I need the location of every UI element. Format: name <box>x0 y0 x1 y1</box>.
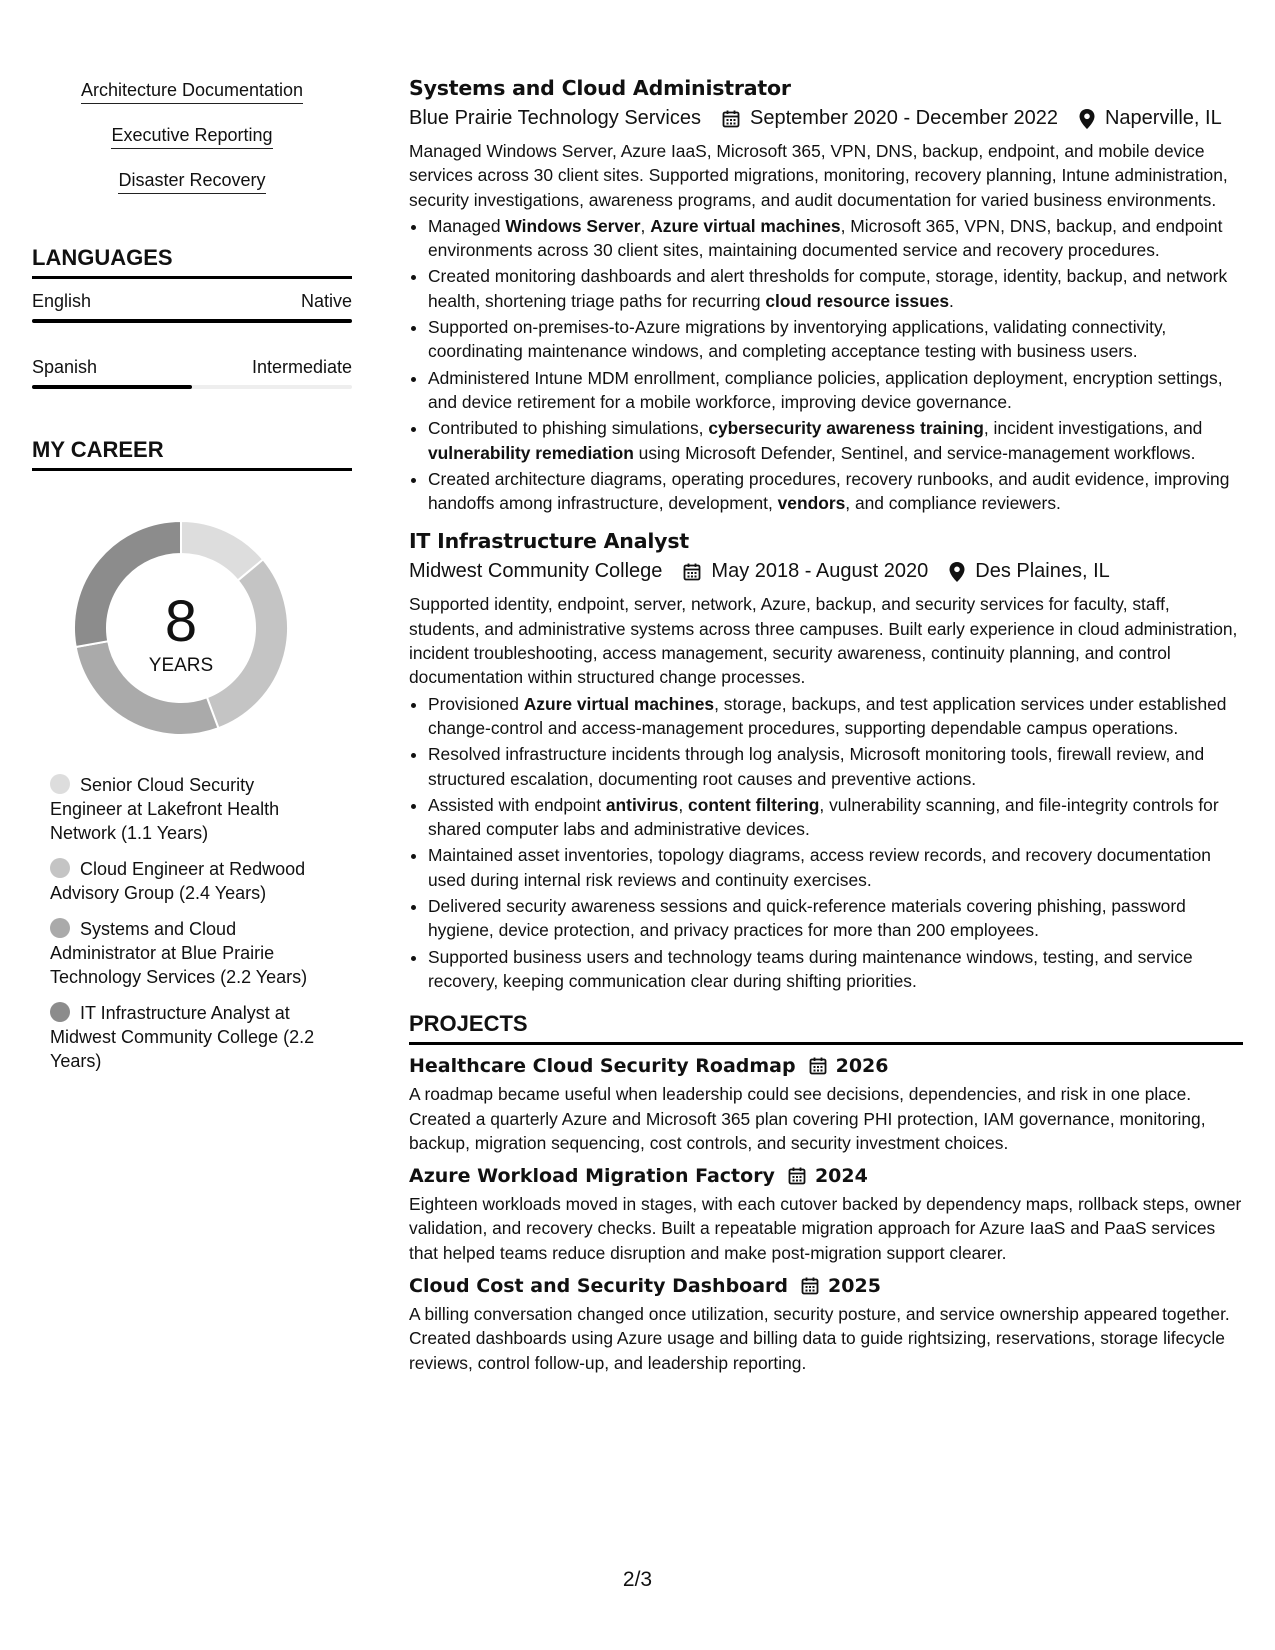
projects-heading: PROJECTS <box>409 1011 1243 1045</box>
job-location: Des Plaines, IL <box>975 560 1110 583</box>
career-section <box>32 437 352 1073</box>
keyword: vulnerability remediation <box>428 442 634 463</box>
bullet-text: Maintained asset inventories, topology diagrams, access review records, and recovery documentation used during internal risk reviews and continuity exercises. <box>428 845 1211 890</box>
page-number: 2/3 <box>622 1568 653 1591</box>
bullet-text: , Microsoft 365, VPN, DNS, backup, and endpoint environments across 30 client sites, maintaining documented service and recovery procedures. <box>428 215 1223 261</box>
project-year: 2024 <box>814 1165 868 1188</box>
language-proficiency-fill <box>32 385 192 389</box>
language-level: Native <box>300 291 352 311</box>
job-dates: September 2020 - December 2022 <box>750 107 1058 129</box>
project-header <box>409 1165 1243 1187</box>
career-years-label: YEARS <box>148 655 214 676</box>
bullet-text: using Microsoft Defender, Sentinel, and service-management workflows. <box>633 442 1196 463</box>
job-company: Blue Prairie Technology Services <box>409 107 702 129</box>
legend-dot <box>50 774 70 794</box>
bullet-text: Managed <box>428 215 506 236</box>
experience-list <box>409 76 1243 993</box>
bullet-text: , storage, backups, and test application services under established change-control and access-management procedures, supporting dependable campus operations. <box>428 693 1227 738</box>
job-bullets <box>409 692 1243 994</box>
job-bullet <box>428 416 1243 465</box>
language-item <box>32 291 352 323</box>
bullet-text: Contributed to phishing simulations, <box>428 418 709 439</box>
bullet-text: , <box>640 215 651 236</box>
job-bullet <box>428 742 1243 791</box>
job-meta <box>409 107 1243 130</box>
project-header <box>409 1055 1243 1077</box>
language-proficiency-bar <box>32 385 352 389</box>
career-legend-item <box>50 1001 320 1073</box>
job-bullet <box>428 692 1243 741</box>
location-pin-icon <box>1078 108 1096 130</box>
bullet-text: Assisted with endpoint <box>428 794 606 815</box>
calendar-icon <box>682 562 702 582</box>
project-entry <box>409 1165 1243 1265</box>
bullet-text: . <box>949 290 954 311</box>
project-year: 2026 <box>835 1055 889 1078</box>
location-pin-icon <box>948 561 966 583</box>
career-legend-item <box>50 917 320 989</box>
project-name: Cloud Cost and Security Dashboard <box>409 1274 789 1297</box>
project-entry <box>409 1275 1243 1375</box>
job-bullet <box>428 366 1243 415</box>
keyword: antivirus <box>605 794 679 815</box>
job-entry <box>409 529 1243 993</box>
job-bullet <box>428 264 1243 313</box>
career-legend-item <box>50 857 320 905</box>
job-bullet <box>428 945 1243 994</box>
legend-label: Senior Cloud Security Engineer at Lakefront Health Network (1.1 Years) <box>50 775 280 843</box>
bullet-text: , and compliance reviewers. <box>845 493 1061 514</box>
skill-tag: Architecture Documentation <box>81 80 303 104</box>
job-title: IT Infrastructure Analyst <box>409 529 689 554</box>
language-name: Spanish <box>32 357 98 377</box>
skill-tag: Executive Reporting <box>111 125 272 149</box>
calendar-icon <box>787 1166 807 1186</box>
job-entry <box>409 76 1243 515</box>
project-description: A roadmap became useful when leadership could see decisions, dependencies, and risk in one place. Created a quarterly Azure and Microsoft 365 plan covering PHI protection, IAM governance, monitoring, backup, migration sequencing, cost controls, and security investment choices. <box>409 1084 1206 1153</box>
keyword: content filtering <box>688 794 820 815</box>
project-header <box>409 1275 1243 1297</box>
career-legend-item <box>50 773 320 845</box>
languages-heading: LANGUAGES <box>32 245 352 279</box>
languages-section <box>32 245 352 389</box>
job-summary: Supported identity, endpoint, server, network, Azure, backup, and security services for faculty, staff, students, and administrative systems across three campuses. Built early experience in cloud administration, incident troubleshooting, access management, security awareness, continuity planning, and control documentation within structured change processes. <box>409 594 1238 688</box>
job-company: Midwest Community College <box>409 560 663 583</box>
job-bullet <box>428 315 1243 364</box>
bullet-text: Provisioned <box>428 693 524 714</box>
job-bullets <box>409 214 1243 516</box>
project-year: 2025 <box>828 1274 881 1297</box>
career-donut-chart <box>66 513 296 743</box>
job-bullet <box>428 793 1243 842</box>
bullet-text: , incident investigations, and <box>983 418 1203 439</box>
keyword: Windows Server <box>505 215 641 236</box>
job-location: Naperville, IL <box>1104 107 1222 129</box>
bullet-text: , vulnerability scanning, and file-integrity controls for shared computer labs and administrative devices. <box>428 794 1219 840</box>
projects-list <box>409 1055 1243 1375</box>
legend-label: Systems and Cloud Administrator at Blue Prairie Technology Services (2.2 Years) <box>50 919 308 987</box>
project-entry <box>409 1055 1243 1155</box>
career-total-years: 8 <box>164 589 198 654</box>
job-bullet <box>428 843 1243 892</box>
legend-dot <box>50 1002 70 1022</box>
skill-tag: Disaster Recovery <box>118 170 265 194</box>
job-meta <box>409 560 1243 583</box>
keyword: Azure virtual machines <box>650 215 841 236</box>
job-bullet <box>428 467 1243 516</box>
language-level: Intermediate <box>251 357 352 377</box>
language-proficiency-bar <box>32 319 352 323</box>
project-description: A billing conversation changed once utilization, security posture, and service ownership appeared together. Created dashboards using Azure usage and billing data to guide rightsizing, reservations, storage lifecycle reviews, control follow-up, and leadership reporting. <box>409 1303 1230 1373</box>
calendar-icon <box>808 1056 828 1076</box>
skill-tags <box>32 80 352 215</box>
project-description: Eighteen workloads moved in stages, with each cutover backed by dependency maps, rollback steps, owner validation, and recovery checks. Built a repeatable migration approach for Azure IaaS and PaaS services that helped teams reduce disruption and make post-migration support clearer. <box>409 1194 1242 1263</box>
bullet-text: Delivered security awareness sessions and quick-reference materials covering phishing, password hygiene, device protection, and privacy practices for more than 200 employees. <box>428 896 1186 941</box>
language-list <box>32 291 352 389</box>
job-bullet <box>428 894 1243 943</box>
keyword: cybersecurity awareness training <box>708 418 984 439</box>
legend-label: Cloud Engineer at Redwood Advisory Group (2.4 Years) <box>50 859 306 903</box>
career-heading: MY CAREER <box>32 437 352 471</box>
job-summary: Managed Windows Server, Azure IaaS, Microsoft 365, VPN, DNS, backup, endpoint, and mobile device services across 30 client sites. Supported migrations, monitoring, recovery planning, Intune administration, security investigations, awareness programs, and audit documentation for varied business environments. <box>409 141 1228 210</box>
bullet-text: Administered Intune MDM enrollment, compliance policies, application deployment, encryption settings, and device retirement for a mobile workforce, improving device governance. <box>428 367 1223 412</box>
legend-dot <box>50 858 70 878</box>
bullet-text: Supported business users and technology teams during maintenance windows, testing, and service recovery, keeping communication clear during shifting priorities. <box>428 946 1193 991</box>
calendar-icon <box>800 1276 820 1296</box>
bullet-text: Resolved infrastructure incidents through log analysis, Microsoft monitoring tools, firewall review, and structured escalation, documenting root causes and preventive actions. <box>428 744 1205 789</box>
bullet-text: Created monitoring dashboards and alert thresholds for compute, storage, identity, backup, and network health, shortening triage paths for recurring <box>428 266 1228 311</box>
language-item <box>32 357 352 389</box>
donut-center <box>66 513 296 677</box>
sidebar <box>32 80 352 1085</box>
bullet-text: Created architecture diagrams, operating procedures, recovery runbooks, and audit evidence, improving handoffs among infrastructure, development, <box>428 468 1230 514</box>
legend-label: IT Infrastructure Analyst at Midwest Community College (2.2 Years) <box>50 1003 315 1071</box>
keyword: cloud resource issues <box>765 290 950 311</box>
bullet-text: , <box>678 794 689 815</box>
keyword: Azure virtual machines <box>523 693 715 714</box>
project-name: Healthcare Cloud Security Roadmap <box>409 1055 796 1078</box>
job-bullet <box>428 214 1243 263</box>
language-name: English <box>32 291 92 311</box>
bullet-text: Supported on-premises-to-Azure migrations by inventorying applications, validating connectivity, coordinating maintenance windows, and completing acceptance testing with business users. <box>428 317 1167 362</box>
language-proficiency-fill <box>32 319 352 323</box>
career-legend <box>50 773 320 1073</box>
main-content <box>409 76 1243 1385</box>
keyword: vendors <box>777 493 846 514</box>
legend-dot <box>50 918 70 938</box>
job-title: Systems and Cloud Administrator <box>409 76 791 100</box>
project-name: Azure Workload Migration Factory <box>409 1165 775 1188</box>
calendar-icon <box>721 109 741 129</box>
job-dates: May 2018 - August 2020 <box>711 560 929 583</box>
